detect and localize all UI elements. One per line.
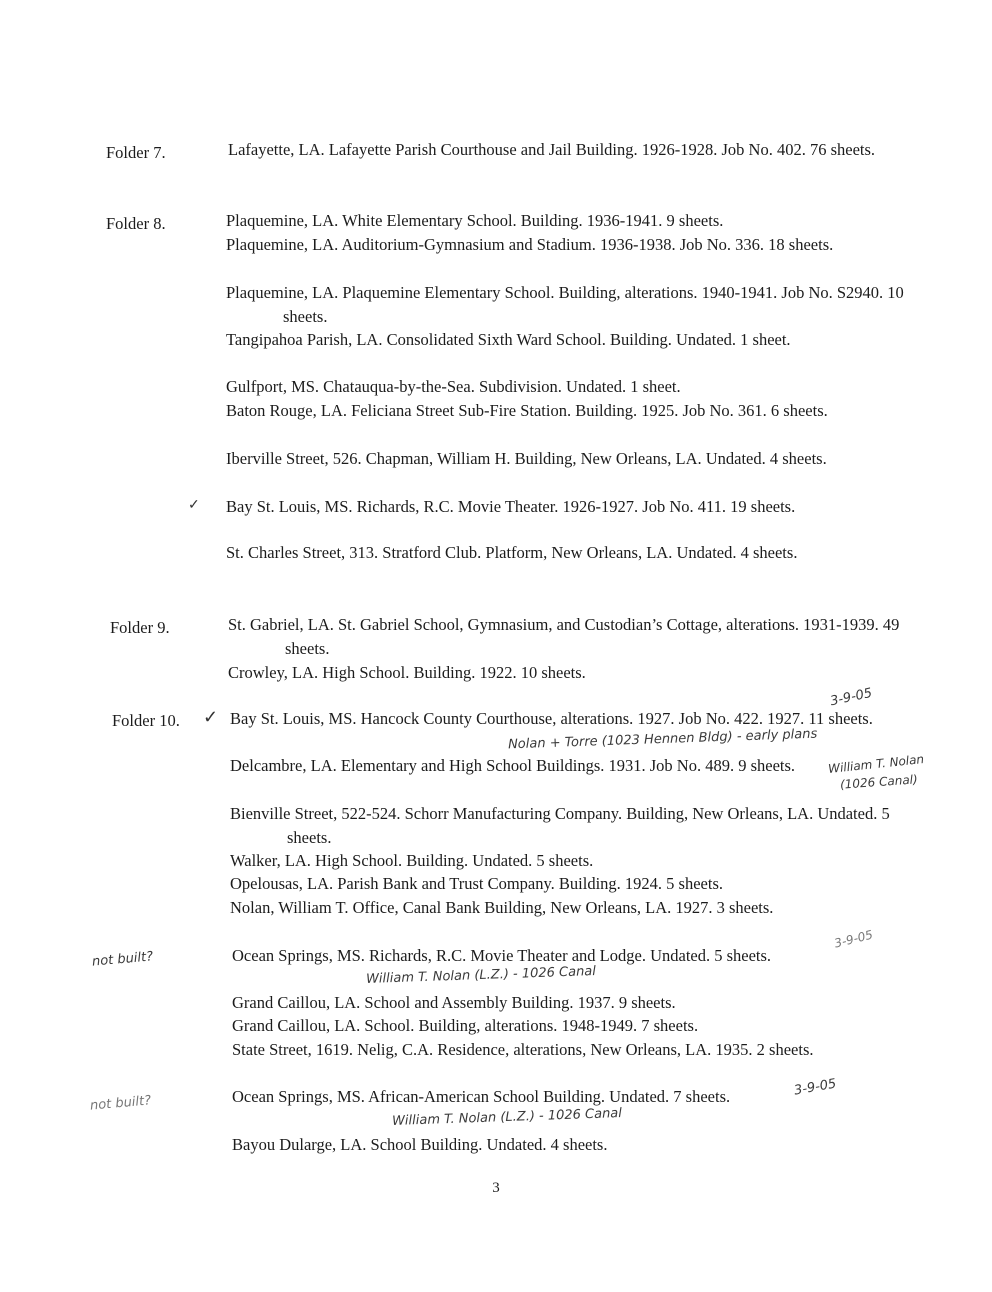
page-number: 3 [492, 1180, 500, 1196]
entry-folder10-9: Grand Caillou, LA. School. Building, alterations. 1948-1949. 7 sheets. [232, 1016, 699, 1035]
handwritten-note: William T. Nolan (L.Z.) - 1026 Canal [365, 963, 597, 988]
entry-folder10-1: Bay St. Louis, MS. Hancock County Courthouse, alterations. 1927. Job No. 422. 1927. 11 sheets. [230, 709, 873, 728]
entry-folder8-4: Tangipahoa Parish, LA. Consolidated Sixth Ward School. Building. Undated. 1 sheet. [226, 330, 791, 349]
check-mark: ✓ [188, 498, 200, 513]
handwritten-note: not built? [89, 1093, 152, 1114]
check-mark: ✓ [203, 707, 219, 727]
entry-folder8-7: Iberville Street, 526. Chapman, William H. Building, New Orleans, LA. Undated. 4 sheets. [226, 449, 827, 468]
entry-folder10-7: Ocean Springs, MS. Richards, R.C. Movie Theater and Lodge. Undated. 5 sheets. [232, 946, 772, 965]
entry-folder8-9: St. Charles Street, 313. Stratford Club. Platform, New Orleans, LA. Undated. 4 sheets. [226, 543, 798, 562]
entry-folder8-5: Gulfport, MS. Chatauqua-by-the-Sea. Subdivision. Undated. 1 sheet. [226, 377, 681, 396]
folder-label-10: Folder 10. [112, 711, 180, 730]
entry-folder10-6: Nolan, William T. Office, Canal Bank Building, New Orleans, LA. 1927. 3 sheets. [230, 898, 774, 917]
entry-folder9-2: Crowley, LA. High School. Building. 1922. 10 sheets. [228, 663, 586, 682]
entry-folder10-12: Bayou Dularge, LA. School Building. Undated. 4 sheets. [232, 1135, 608, 1154]
entry-folder8-6: Baton Rouge, LA. Feliciana Street Sub-Fire Station. Building. 1925. Job No. 361. 6 sheets. [226, 401, 828, 420]
handwritten-note: William T. Nolan [827, 752, 925, 776]
handwritten-note: (1026 Canal) [839, 772, 919, 792]
handwritten-note: Nolan + Torre (1023 Hennen Bldg) - early plans [507, 726, 818, 753]
folder-label-7: Folder 7. [106, 143, 166, 162]
entry-folder8-8: Bay St. Louis, MS. Richards, R.C. Movie Theater. 1926-1927. Job No. 411. 19 sheets. [226, 497, 796, 516]
entry-folder10-11: Ocean Springs, MS. African-American School Building. Undated. 7 sheets. [232, 1087, 731, 1106]
handwritten-date: 3-9-05 [828, 685, 874, 710]
entry-folder10-5: Opelousas, LA. Parish Bank and Trust Company. Building. 1924. 5 sheets. [230, 874, 724, 893]
folder-label-9: Folder 9. [110, 618, 170, 637]
entry-folder7-1: Lafayette, LA. Lafayette Parish Courthouse and Jail Building. 1926-1928. Job No. 402. 76 sheets. [228, 140, 876, 159]
entry-folder8-3: Plaquemine, LA. Plaquemine Elementary School. Building, alterations. 1940-1941. Job No. S2940. 10 sheets. [226, 283, 904, 326]
entry-folder10-4: Walker, LA. High School. Building. Undated. 5 sheets. [230, 851, 594, 870]
entry-folder10-10: State Street, 1619. Nelig, C.A. Residence, alterations, New Orleans, LA. 1935. 2 sheets. [232, 1040, 814, 1059]
handwritten-note: not built? [91, 949, 154, 970]
entry-folder10-8: Grand Caillou, LA. School and Assembly Building. 1937. 9 sheets. [232, 993, 676, 1012]
folder-label-8: Folder 8. [106, 214, 166, 233]
handwritten-date: 3-9-05 [832, 927, 875, 951]
entry-folder8-2: Plaquemine, LA. Auditorium-Gymnasium and Stadium. 1936-1938. Job No. 336. 18 sheets. [226, 235, 834, 254]
handwritten-note: William T. Nolan (L.Z.) - 1026 Canal [391, 1105, 623, 1130]
entry-folder10-2: Delcambre, LA. Elementary and High School Buildings. 1931. Job No. 489. 9 sheets. [230, 756, 796, 775]
entry-folder9-1: St. Gabriel, LA. St. Gabriel School, Gymnasium, and Custodian’s Cottage, alterations. 1931-1939. 49 sheets. [228, 615, 900, 658]
entry-folder10-3: Bienville Street, 522-524. Schorr Manufacturing Company. Building, New Orleans, LA. Undated. 5 sheets. [230, 804, 890, 847]
handwritten-date: 3-9-05 [793, 1076, 838, 1099]
entry-folder8-1: Plaquemine, LA. White Elementary School. Building. 1936-1941. 9 sheets. [226, 211, 724, 230]
